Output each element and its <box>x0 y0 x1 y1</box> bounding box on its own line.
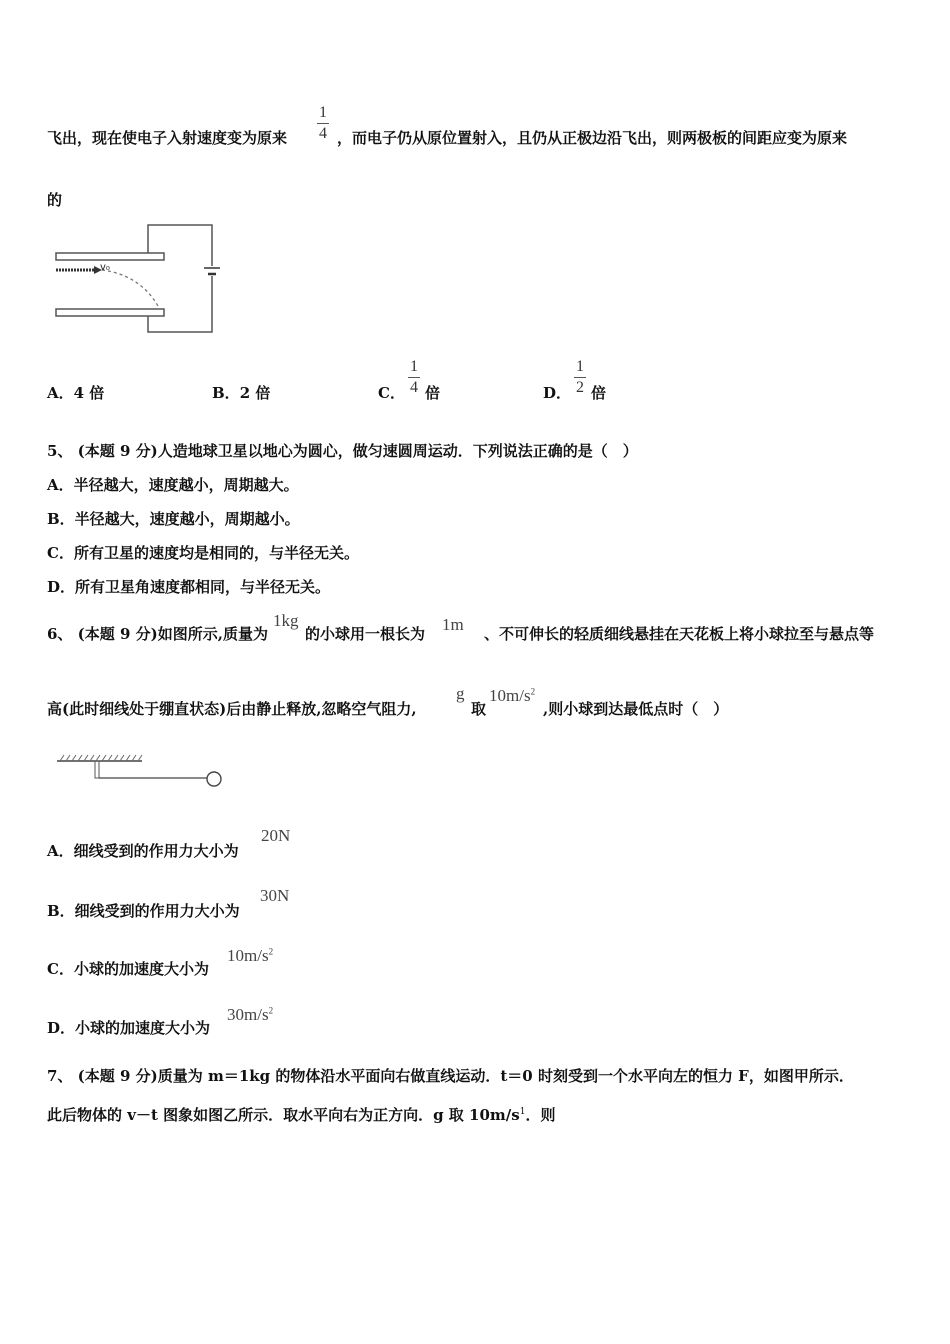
q4-option-c-fraction: 1 4 <box>410 358 418 396</box>
q6-length: 1m <box>442 615 464 634</box>
q6-option-d-value: $30m/s^2$ <box>227 1005 274 1024</box>
q6-mass: 1kg <box>273 611 299 630</box>
q6-option-c: C．小球的加速度大小为 <box>47 960 209 978</box>
q7-line1: 7、 (本题 9 分)质量为 m＝1kg 的物体沿水平面向右做直线运动．t＝0 时刻受到一个水平向左的恒力 F，如图甲所示． <box>47 1067 854 1085</box>
q6-stem-b: 的小球用一根长为 <box>305 625 426 643</box>
q4-option-b: B．2 倍 <box>212 384 271 402</box>
q6-option-c-value: $10m/s^2$ <box>227 946 274 965</box>
q6-stem-e: 取 <box>471 700 487 718</box>
q6-stem-c: 、不可伸长的轻质细线悬挂在天花板上将小球拉至与悬点等 <box>484 625 875 643</box>
q4-option-a: A．4 倍 <box>47 384 105 402</box>
q4-option-d-fraction: 1 2 <box>576 358 584 396</box>
q5-option-c: C．所有卫星的速度均是相同的，与半径无关。 <box>47 544 359 562</box>
q5-option-a: A．半径越大，速度越小，周期越大。 <box>47 476 299 494</box>
q6-option-b-value: 30N <box>260 886 290 905</box>
q6-option-d: D．小球的加速度大小为 <box>47 1019 211 1037</box>
q6-option-b: B．细线受到的作用力大小为 <box>47 902 240 920</box>
q4-fraction: 1 4 <box>319 104 327 142</box>
q6-stem-f: ,则小球到达最低点时（ ） <box>543 700 729 718</box>
q6-stem-line2: 高(此时细线处于绷直状态)后由静止释放,忽略空气阻力, <box>47 700 417 718</box>
q6-option-a-value: 20N <box>261 826 291 845</box>
q4-line1-tail: ，而电子仍从原位置射入，且仍从正极边沿飞出，则两极板的间距应变为原来 <box>337 129 848 147</box>
q4-option-c: C． <box>378 384 405 402</box>
q5-stem: 5、 (本题 9 分)人造地球卫星以地心为圆心，做匀速圆周运动．下列说法正确的是（ ） <box>47 442 638 460</box>
q7-line2: 此后物体的 v－t 图象如图乙所示．取水平向右为正方向．g 取 $10m/s^1$．则 <box>47 1106 556 1124</box>
q6-option-a: A．细线受到的作用力大小为 <box>47 842 239 860</box>
q6-g-value: $10m/s^2$ <box>489 686 536 705</box>
q6-g: g <box>456 684 465 703</box>
q4-option-c-text: 倍 <box>425 384 441 402</box>
pendulum-figure <box>52 752 232 797</box>
q4-option-d-text: 倍 <box>591 384 607 402</box>
q6-stem-line1: 6、 (本题 9 分)如图所示,质量为 <box>47 625 268 643</box>
capacitor-figure <box>50 220 225 340</box>
q5-option-d: D．所有卫星角速度都相同，与半径无关。 <box>47 578 331 596</box>
q4-option-d: D． <box>543 384 572 402</box>
q4-line1: 飞出，现在使电子入射速度变为原来 <box>47 129 288 147</box>
v0-label: v₀ <box>100 262 110 273</box>
q4-line2: 的 <box>47 191 63 209</box>
q5-option-b: B．半径越大，速度越小，周期越小。 <box>47 510 300 528</box>
